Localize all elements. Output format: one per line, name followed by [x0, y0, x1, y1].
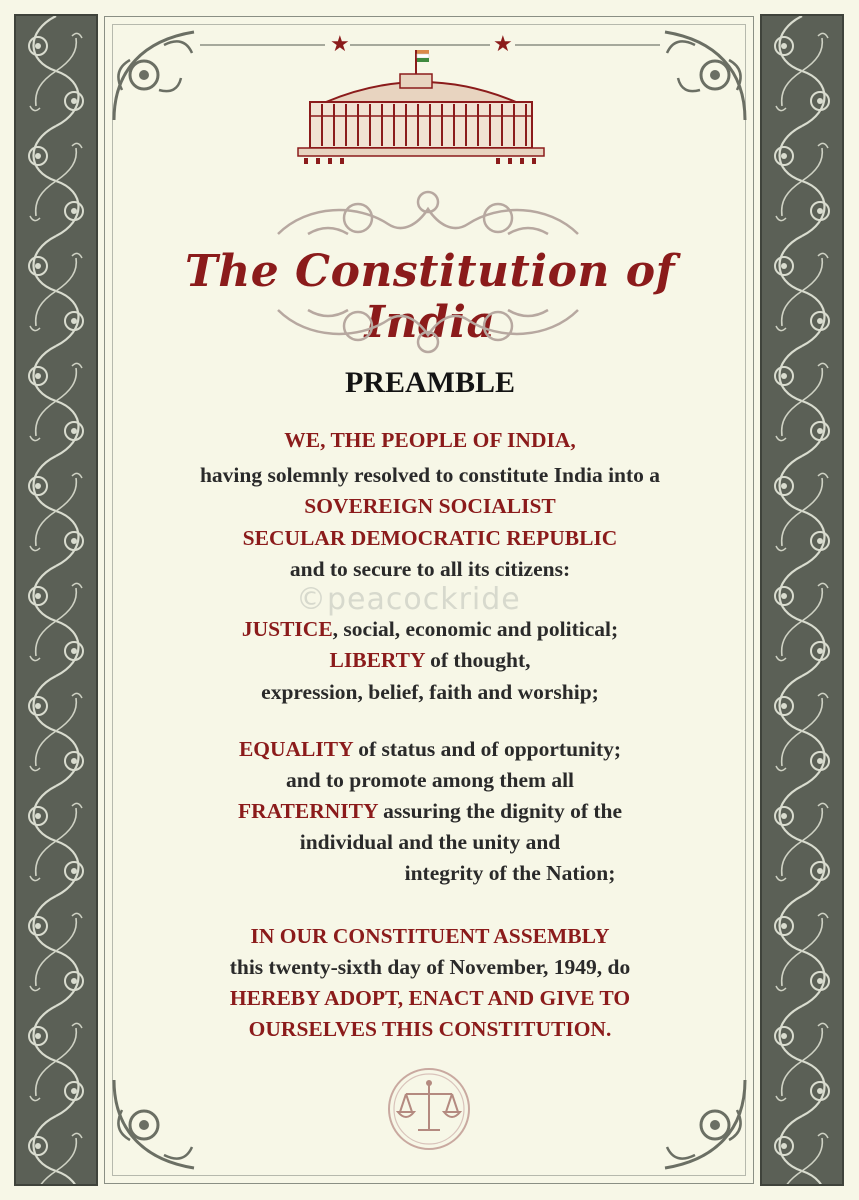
- title-flourish-top: [268, 184, 588, 244]
- preamble-line: individual and the unity and: [299, 830, 561, 854]
- preamble-line: WE, THE PEOPLE OF INDIA,: [284, 428, 576, 452]
- preamble-line: [130, 737, 730, 762]
- corner-flourish-icon: [655, 1070, 755, 1180]
- line-text: assuring the dignity of the: [377, 799, 623, 823]
- preamble-line: SOVEREIGN SOCIALIST: [304, 494, 556, 518]
- line-text: of status and of opportunity;: [352, 737, 622, 761]
- preamble-line: this twenty-sixth day of November, 1949, do: [229, 955, 631, 979]
- preamble-line: integrity of the Nation;: [404, 861, 616, 885]
- right-ornamental-border: [760, 14, 844, 1186]
- preamble-line: SECULAR DEMOCRATIC REPUBLIC: [242, 526, 618, 550]
- preamble-line: [130, 617, 730, 642]
- keyword-equality: EQUALITY: [238, 737, 353, 761]
- preamble-line: HEREBY ADOPT, ENACT AND GIVE TO: [229, 986, 631, 1010]
- keyword-liberty: LIBERTY: [329, 648, 425, 672]
- preamble-line: OURSELVES THIS CONSTITUTION.: [248, 1017, 612, 1041]
- scales-of-justice-icon: [384, 1064, 474, 1154]
- preamble-line: having solemnly resolved to constitute India into a: [199, 463, 661, 487]
- preamble-line: and to secure to all its citizens:: [289, 557, 571, 581]
- preamble-line: and to promote among them all: [285, 768, 575, 792]
- floral-scroll-ornament: [762, 16, 842, 1184]
- preamble-line: IN OUR CONSTITUENT ASSEMBLY: [250, 924, 610, 948]
- watermark: ©peacockride: [296, 582, 521, 617]
- corner-flourish-icon: [104, 20, 204, 130]
- star-icon: ★: [330, 31, 350, 56]
- line-text: of thought,: [424, 648, 531, 672]
- preamble-heading: PREAMBLE: [344, 366, 515, 399]
- title-flourish-bottom: [268, 300, 588, 360]
- parliament-building-icon: [296, 44, 546, 169]
- preamble-line: [130, 648, 730, 673]
- preamble-line: [130, 799, 730, 824]
- left-ornamental-border: [14, 14, 98, 1186]
- keyword-fraternity: FRATERNITY: [237, 799, 378, 823]
- keyword-justice: JUSTICE: [241, 617, 333, 641]
- star-icon: ★: [493, 31, 513, 56]
- preamble-line: expression, belief, faith and worship;: [261, 680, 599, 704]
- corner-flourish-icon: [655, 20, 755, 130]
- floral-scroll-ornament: [16, 16, 96, 1184]
- line-text: , social, economic and political;: [332, 617, 619, 641]
- corner-flourish-icon: [104, 1070, 204, 1180]
- document-title: The Constitution of India: [185, 246, 675, 348]
